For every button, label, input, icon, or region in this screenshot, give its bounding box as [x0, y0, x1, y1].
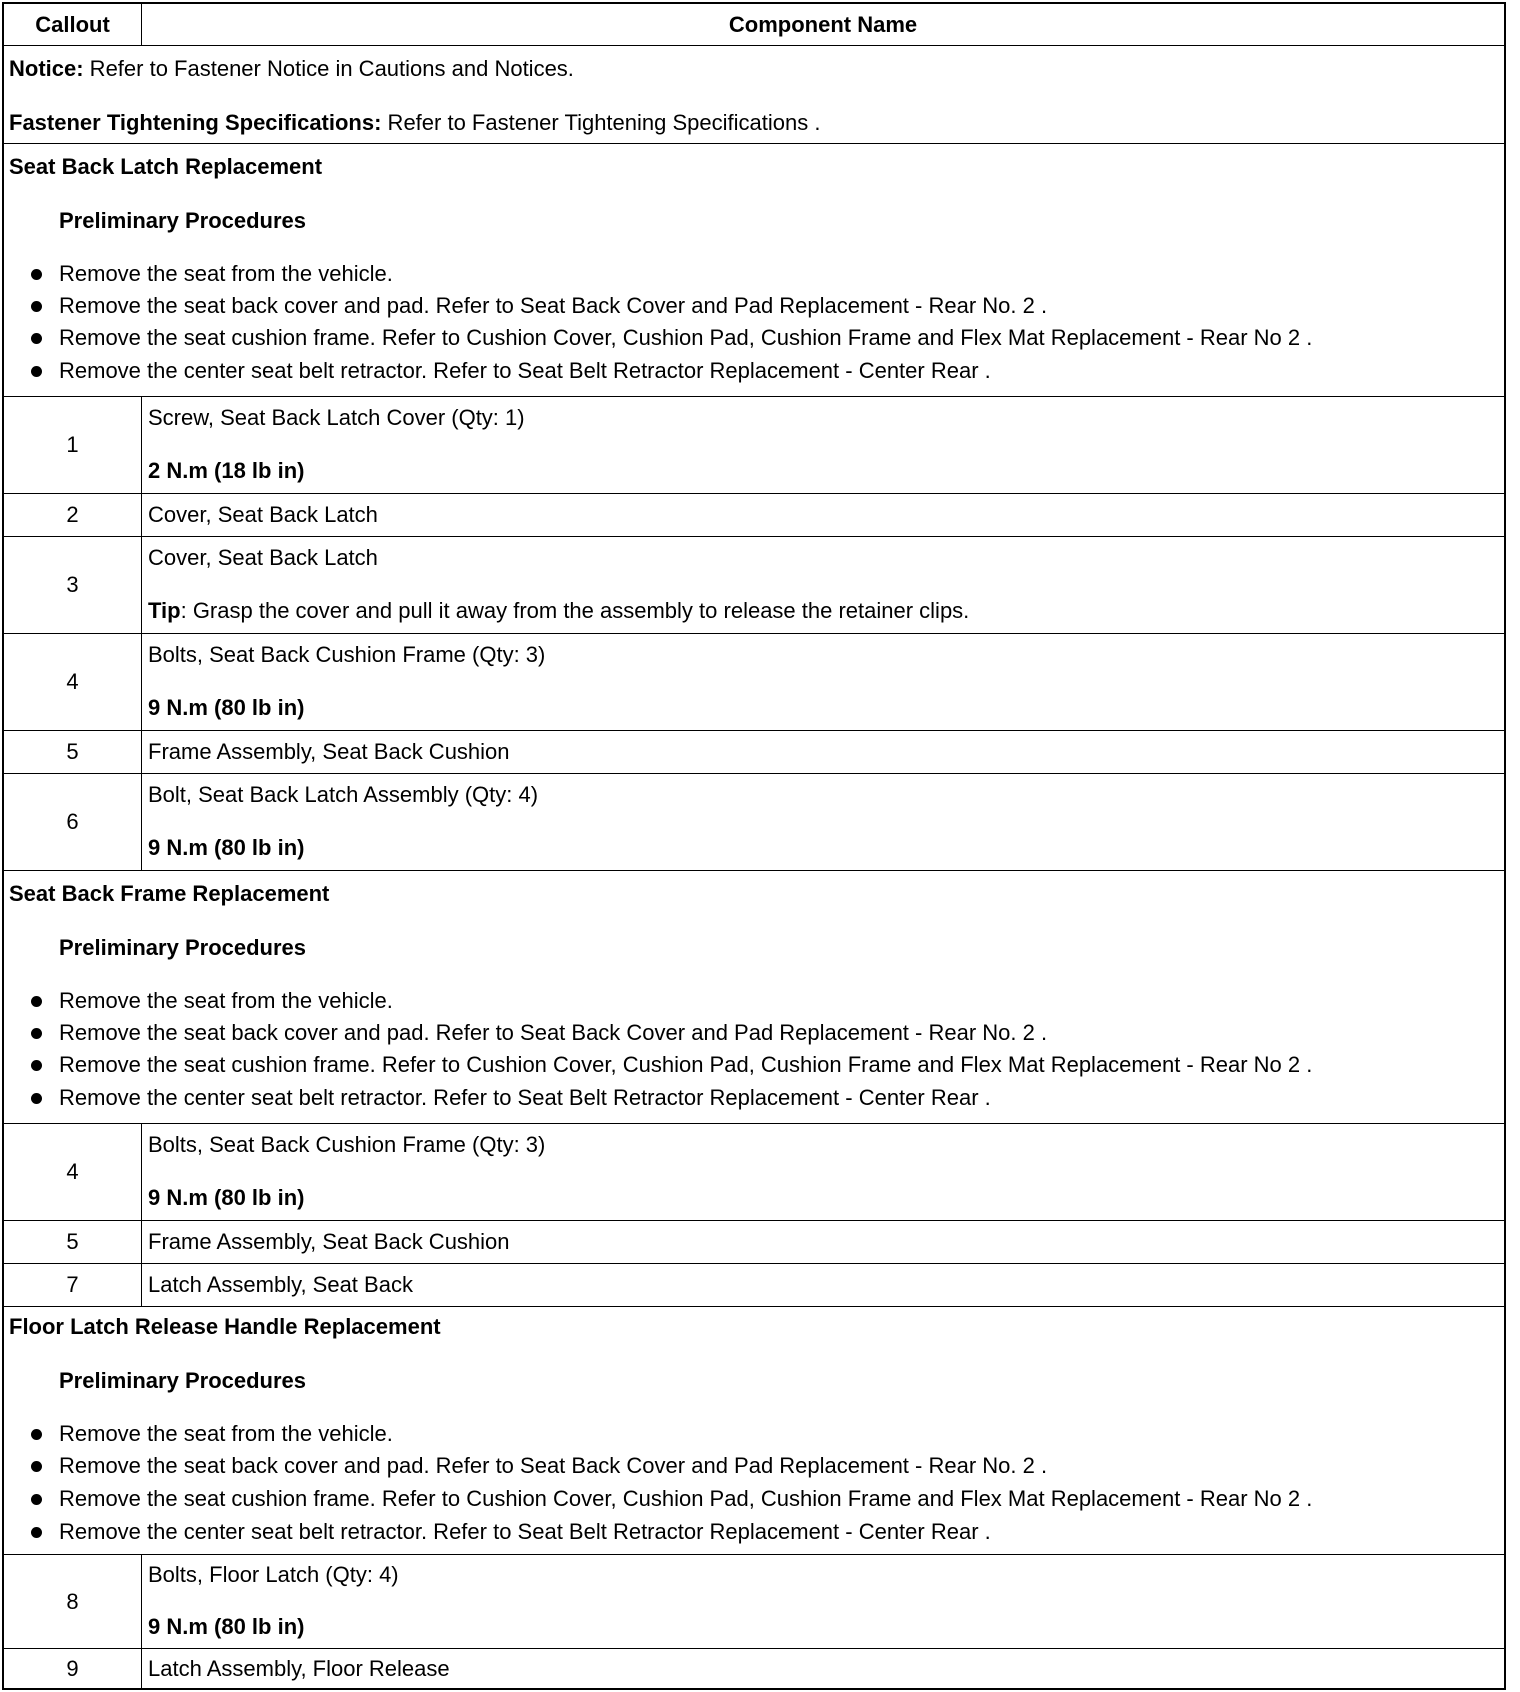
- callout-number: 5: [4, 1221, 142, 1263]
- bullet-icon: [31, 1060, 42, 1071]
- section-title: Seat Back Frame Replacement: [9, 881, 330, 906]
- component-cell: [142, 1124, 1504, 1220]
- table-header: [4, 4, 1504, 46]
- component-name: Frame Assembly, Seat Back Cushion: [148, 1229, 510, 1254]
- tip-line: [148, 598, 969, 624]
- callout-number: 4: [4, 634, 142, 730]
- table-row: [4, 1124, 1504, 1221]
- procedure-step: Remove the seat from the vehicle.: [59, 988, 393, 1013]
- notice-label: Notice:: [9, 56, 84, 81]
- torque-spec: 9 N.m (80 lb in): [148, 695, 305, 720]
- component-name: Screw, Seat Back Latch Cover (Qty: 1): [148, 405, 525, 430]
- spec-line: [9, 110, 820, 136]
- section-subtitle: Preliminary Procedures: [59, 1368, 307, 1393]
- section-subtitle: Preliminary Procedures: [59, 208, 307, 233]
- component-cell: [142, 634, 1504, 730]
- procedure-step: Remove the center seat belt retractor. Refer to Seat Belt Retractor Replacement - Center Rear .: [59, 1519, 991, 1544]
- procedure-step: Remove the seat back cover and pad. Refer to Seat Back Cover and Pad Replacement - Rear No. 2 .: [59, 1020, 1048, 1045]
- component-cell: [142, 397, 1504, 493]
- torque-spec: 9 N.m (80 lb in): [148, 835, 305, 860]
- procedure-step: Remove the seat from the vehicle.: [59, 261, 393, 286]
- table-row: [4, 1555, 1504, 1649]
- spec-text: Refer to Fastener Tightening Specifications .: [381, 110, 821, 135]
- component-table: [2, 2, 1506, 1690]
- table-row: [4, 634, 1504, 731]
- component-cell: [142, 494, 1504, 536]
- procedure-step: Remove the center seat belt retractor. Refer to Seat Belt Retractor Replacement - Center Rear .: [59, 1085, 991, 1110]
- callout-number: 9: [4, 1649, 142, 1689]
- callout-column-header: Callout: [4, 4, 142, 45]
- section-title: Seat Back Latch Replacement: [9, 154, 323, 179]
- procedure-step: Remove the seat from the vehicle.: [59, 1421, 393, 1446]
- bullet-icon: [31, 1429, 42, 1440]
- component-cell: [142, 774, 1504, 870]
- callout-number: 3: [4, 537, 142, 633]
- callout-number: 5: [4, 731, 142, 773]
- component-name: Bolt, Seat Back Latch Assembly (Qty: 4): [148, 782, 539, 807]
- table-row: [4, 731, 1504, 774]
- table-row: [4, 1264, 1504, 1307]
- procedure-step: Remove the seat back cover and pad. Refer to Seat Back Cover and Pad Replacement - Rear No. 2 .: [59, 1453, 1048, 1478]
- table-row: [4, 397, 1504, 494]
- section-header-seat-back-frame: [4, 871, 1504, 1124]
- torque-spec: 9 N.m (80 lb in): [148, 1614, 305, 1639]
- callout-number: 4: [4, 1124, 142, 1220]
- component-cell: [142, 537, 1504, 633]
- bullet-icon: [31, 301, 42, 312]
- section-subtitle: Preliminary Procedures: [59, 935, 307, 960]
- bullet-icon: [31, 333, 42, 344]
- tip-text: : Grasp the cover and pull it away from the assembly to release the retainer clips.: [180, 598, 970, 623]
- component-name: Frame Assembly, Seat Back Cushion: [148, 739, 510, 764]
- component-name: Bolts, Seat Back Cushion Frame (Qty: 3): [148, 642, 546, 667]
- notice-text: Refer to Fastener Notice in Cautions and Notices.: [83, 56, 574, 81]
- bullet-icon: [31, 1527, 42, 1538]
- bullet-icon: [31, 366, 42, 377]
- torque-spec: 2 N.m (18 lb in): [148, 458, 305, 483]
- callout-number: 7: [4, 1264, 142, 1306]
- component-cell: [142, 1555, 1504, 1648]
- component-name: Bolts, Floor Latch (Qty: 4): [148, 1562, 399, 1587]
- table-row: [4, 1649, 1504, 1689]
- notice-row: [4, 46, 1504, 144]
- procedure-step: Remove the seat cushion frame. Refer to Cushion Cover, Cushion Pad, Cushion Frame and Flex Mat Replacement - Rear No 2 .: [59, 1486, 1313, 1511]
- bullet-icon: [31, 269, 42, 280]
- table-row: [4, 494, 1504, 537]
- component-name: Bolts, Seat Back Cushion Frame (Qty: 3): [148, 1132, 546, 1157]
- component-cell: [142, 1649, 1504, 1689]
- callout-number: 8: [4, 1555, 142, 1648]
- component-name-column-header: Component Name: [728, 11, 918, 37]
- torque-spec: 9 N.m (80 lb in): [148, 1185, 305, 1210]
- bullet-icon: [31, 1028, 42, 1039]
- callout-number: 6: [4, 774, 142, 870]
- table-row: [4, 774, 1504, 871]
- spec-label: Fastener Tightening Specifications:: [9, 110, 382, 135]
- component-cell: [142, 1264, 1504, 1306]
- bullet-icon: [31, 1093, 42, 1104]
- section-header-floor-latch: [4, 1307, 1504, 1555]
- component-name: Cover, Seat Back Latch: [148, 502, 378, 527]
- section-title: Floor Latch Release Handle Replacement: [9, 1314, 441, 1339]
- tip-label: Tip: [148, 598, 181, 623]
- procedure-step: Remove the seat back cover and pad. Refer to Seat Back Cover and Pad Replacement - Rear No. 2 .: [59, 293, 1048, 318]
- callout-number: 1: [4, 397, 142, 493]
- section-header-seat-back-latch: [4, 144, 1504, 397]
- notice-line: [9, 56, 574, 82]
- component-cell: [142, 1221, 1504, 1263]
- callout-number: 2: [4, 494, 142, 536]
- procedure-step: Remove the seat cushion frame. Refer to Cushion Cover, Cushion Pad, Cushion Frame and Flex Mat Replacement - Rear No 2 .: [59, 325, 1313, 350]
- bullet-icon: [31, 1494, 42, 1505]
- bullet-icon: [31, 1461, 42, 1472]
- procedure-step: Remove the center seat belt retractor. Refer to Seat Belt Retractor Replacement - Center Rear .: [59, 358, 991, 383]
- component-cell: [142, 731, 1504, 773]
- component-name: Cover, Seat Back Latch: [148, 545, 378, 570]
- bullet-icon: [31, 996, 42, 1007]
- component-name: Latch Assembly, Seat Back: [148, 1272, 413, 1297]
- component-name: Latch Assembly, Floor Release: [148, 1656, 450, 1681]
- table-row: [4, 537, 1504, 634]
- table-row: [4, 1221, 1504, 1264]
- procedure-step: Remove the seat cushion frame. Refer to Cushion Cover, Cushion Pad, Cushion Frame and Flex Mat Replacement - Rear No 2 .: [59, 1052, 1313, 1077]
